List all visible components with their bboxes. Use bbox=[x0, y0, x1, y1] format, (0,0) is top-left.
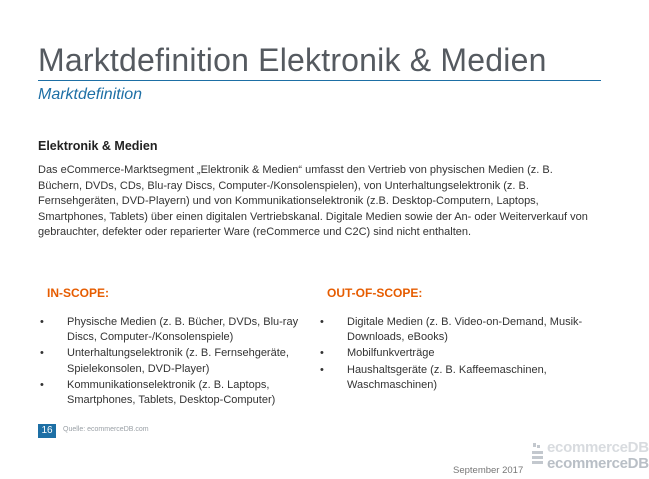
slide-title: Marktdefinition Elektronik & Medien bbox=[38, 42, 547, 78]
in-scope-heading: IN-SCOPE: bbox=[47, 286, 110, 300]
ecommercedb-logo bbox=[531, 437, 649, 479]
logo-wordmark: ecommerceDB bbox=[547, 455, 649, 472]
in-scope-list bbox=[38, 315, 318, 409]
source-note: Quelle: ecommerceDB.com bbox=[63, 426, 149, 433]
list-item: • Physische Medien (z. B. Bücher, DVDs, Blu-ray Discs, Computer-/Konsolenspiele) bbox=[38, 315, 318, 345]
section-heading: Elektronik & Medien bbox=[38, 139, 158, 153]
list-item: • Unterhaltungselektronik (z. B. Fernsehgeräte, Spielekonsolen, DVD-Player) bbox=[38, 346, 318, 376]
page-number: 16 bbox=[38, 424, 56, 438]
list-item: • Kommunikationselektronik (z. B. Laptops, Smartphones, Tablets, Desktop-Computer) bbox=[38, 378, 318, 408]
list-item: • Mobilfunkverträge bbox=[318, 346, 598, 361]
title-divider bbox=[38, 80, 601, 81]
logo-mark-icon bbox=[531, 443, 545, 465]
out-of-scope-list bbox=[318, 315, 598, 394]
list-item: • Haushaltsgeräte (z. B. Kaffeemaschinen, Waschmaschinen) bbox=[318, 363, 598, 393]
footer-date: September 2017 bbox=[453, 465, 524, 476]
out-of-scope-heading: OUT-OF-SCOPE: bbox=[327, 286, 423, 300]
intro-paragraph: Das eCommerce-Marktsegment „Elektronik & Medien“ umfasst den Vertrieb von physischen Medien (z. B. Büchern, DVDs, CDs, Blu-ray Discs, Computer-/Konsolenspielen), von Unterhaltungselektronik (z. B. Fernsehgeräten, DVD-Playern) und von Kommunikationselektronik (z.B. Desktop-Computern, Laptops, Smartphones, Tablets) über einen digitalen Vertriebskanal. Digitale Medien sowie der An- oder Weiterverkauf von gebrauchter, defekter oder reparierter Ware (reCommerce und C2C) sind nicht enthalten. bbox=[38, 164, 588, 239]
logo-wordmark-shadow: ecommerceDB bbox=[547, 439, 649, 456]
slide-subtitle: Marktdefinition bbox=[38, 86, 143, 103]
list-item: • Digitale Medien (z. B. Video-on-Demand, Musik-Downloads, eBooks) bbox=[318, 315, 598, 345]
